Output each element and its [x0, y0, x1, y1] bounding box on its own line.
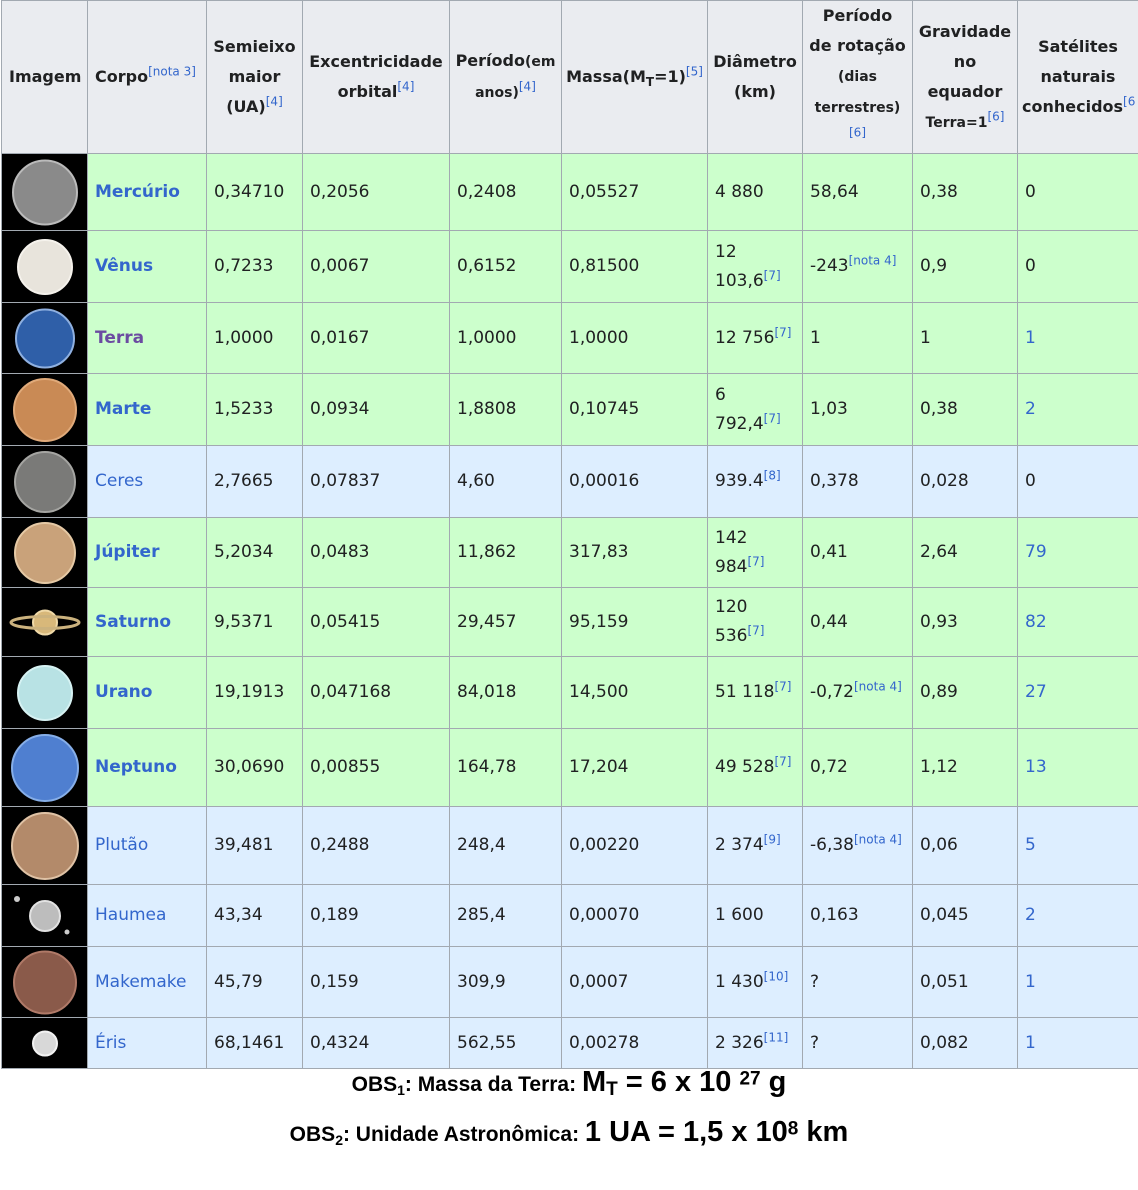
period-cell: 285,4: [450, 885, 562, 947]
planet-image[interactable]: [2, 657, 88, 729]
ref-link[interactable]: [4]: [518, 79, 536, 94]
ref-link[interactable]: [7]: [747, 623, 765, 638]
planet-image[interactable]: [2, 947, 88, 1018]
body-link[interactable]: Mercúrio: [95, 181, 180, 202]
header-semi-major: Semieixo maior (UA)[4]: [207, 1, 303, 154]
eccentricity-cell: 0,4324: [303, 1018, 450, 1069]
planet-image[interactable]: [2, 374, 88, 446]
planet-image[interactable]: [2, 729, 88, 807]
rotation-cell: 0,44: [803, 588, 913, 657]
diameter-cell: 12 103,6[7]: [708, 231, 803, 303]
satellites-cell: [1018, 303, 1138, 374]
diameter-cell: 49 528[7]: [708, 729, 803, 807]
makemake-icon: [3, 949, 87, 1016]
body-name-cell: [88, 885, 207, 947]
satellites-cell: [1018, 446, 1138, 518]
semi-major-cell: 0,7233: [207, 231, 303, 303]
ref-link[interactable]: [4]: [397, 79, 415, 94]
table-row: [2, 807, 1138, 885]
diameter-cell: 939.4[8]: [708, 446, 803, 518]
body-link[interactable]: Terra: [95, 327, 145, 348]
mass-cell: 0,00070: [562, 885, 708, 947]
ref-link[interactable]: [7]: [763, 410, 781, 425]
diameter-cell: 142 984[7]: [708, 518, 803, 588]
ref-link[interactable]: [7]: [747, 553, 765, 568]
rotation-cell: 0,163: [803, 885, 913, 947]
eccentricity-cell: 0,2056: [303, 154, 450, 231]
satellites-count[interactable]: 1: [1025, 327, 1036, 348]
period-cell: 562,55: [450, 1018, 562, 1069]
body-name-cell: [88, 729, 207, 807]
neptune-icon: [3, 731, 87, 805]
diameter-cell: 2 374[9]: [708, 807, 803, 885]
rotation-cell: ?: [803, 947, 913, 1018]
semi-major-cell: 1,5233: [207, 374, 303, 446]
mass-cell: 0,81500: [562, 231, 708, 303]
satellites-count[interactable]: 2: [1025, 905, 1036, 925]
satellites-cell: [1018, 374, 1138, 446]
gravity-cell: 1,12: [913, 729, 1018, 807]
mass-cell: 317,83: [562, 518, 708, 588]
uranus-icon: [3, 659, 87, 727]
mass-cell: 0,00278: [562, 1018, 708, 1069]
mass-cell: 0,00220: [562, 807, 708, 885]
ref-link[interactable]: [nota 4]: [854, 679, 902, 694]
header-diameter: Diâmetro (km): [708, 1, 803, 154]
mass-cell: 0,0007: [562, 947, 708, 1018]
ref-link[interactable]: [5]: [685, 64, 703, 79]
ref-link[interactable]: [7]: [774, 754, 792, 769]
semi-major-cell: 9,5371: [207, 588, 303, 657]
diameter-cell: 1 430[10]: [708, 947, 803, 1018]
ref-link[interactable]: [8]: [763, 468, 781, 483]
body-link[interactable]: Urano: [95, 682, 153, 702]
planet-image[interactable]: [2, 885, 88, 947]
body-name-cell: [88, 807, 207, 885]
rotation-cell: 58,64: [803, 154, 913, 231]
satellites-cell: [1018, 588, 1138, 657]
ref-link[interactable]: [7]: [763, 267, 781, 282]
eccentricity-cell: 0,0934: [303, 374, 450, 446]
body-link[interactable]: Neptuno: [95, 757, 177, 777]
period-cell: 29,457: [450, 588, 562, 657]
planet-image[interactable]: [2, 588, 88, 657]
venus-icon: [3, 233, 87, 301]
satellites-cell: [1018, 1018, 1138, 1069]
body-name-cell: [88, 518, 207, 588]
pluto-icon: [3, 809, 87, 883]
period-cell: 248,4: [450, 807, 562, 885]
eccentricity-cell: 0,00855: [303, 729, 450, 807]
rotation-cell: -6,38[nota 4]: [803, 807, 913, 885]
table-row: [2, 947, 1138, 1018]
body-name-cell: [88, 588, 207, 657]
body-link[interactable]: Plutão: [95, 835, 149, 855]
ref-link[interactable]: [6: [1123, 94, 1136, 109]
eccentricity-cell: 0,047168: [303, 657, 450, 729]
diameter-cell: 120 536[7]: [708, 588, 803, 657]
satellites-cell: [1018, 807, 1138, 885]
ref-link[interactable]: [4]: [265, 94, 283, 109]
saturn-icon: [3, 590, 87, 655]
satellites-count[interactable]: 82: [1025, 611, 1047, 632]
mass-cell: 95,159: [562, 588, 708, 657]
ref-link[interactable]: [10]: [763, 968, 789, 983]
header-body: Corpo[nota 3]: [88, 1, 207, 154]
table-row: [2, 657, 1138, 729]
gravity-cell: 0,082: [913, 1018, 1018, 1069]
gravity-cell: 0,051: [913, 947, 1018, 1018]
ref-link[interactable]: [6]: [987, 109, 1005, 124]
semi-major-cell: 5,2034: [207, 518, 303, 588]
planet-image[interactable]: [2, 154, 88, 231]
satellites-count[interactable]: 13: [1025, 757, 1047, 777]
gravity-cell: 0,38: [913, 374, 1018, 446]
body-link[interactable]: Éris: [95, 1032, 127, 1053]
ref-link[interactable]: [9]: [763, 832, 781, 847]
semi-major-cell: 68,1461: [207, 1018, 303, 1069]
header-mass: $Massa(M_T=1)[5]$: [562, 1, 708, 154]
header-image: Imagem: [2, 1, 88, 154]
body-name-cell: [88, 231, 207, 303]
planet-image[interactable]: [2, 303, 88, 374]
period-cell: 1,0000: [450, 303, 562, 374]
period-cell: 4,60: [450, 446, 562, 518]
ref-link[interactable]: [7]: [774, 679, 792, 694]
gravity-cell: 0,028: [913, 446, 1018, 518]
diameter-cell: 51 118[7]: [708, 657, 803, 729]
satellites-count: 0: [1025, 181, 1036, 202]
gravity-cell: 2,64: [913, 518, 1018, 588]
satellites-count[interactable]: 79: [1025, 542, 1047, 562]
rotation-cell: 0,72: [803, 729, 913, 807]
planet-image[interactable]: [2, 231, 88, 303]
eccentricity-cell: 0,05415: [303, 588, 450, 657]
satellites-count[interactable]: 1: [1025, 971, 1036, 992]
body-link[interactable]: Haumea: [95, 905, 167, 925]
ref-link[interactable]: [nota 4]: [854, 832, 902, 847]
rotation-cell: ?: [803, 1018, 913, 1069]
table-row: [2, 885, 1138, 947]
header-rotation: Período de rotação (dias terrestres)[6]: [803, 1, 913, 154]
eccentricity-cell: 0,189: [303, 885, 450, 947]
body-name-cell: [88, 374, 207, 446]
header-satellites: Satélites naturais conhecidos$^{[6}$: [1018, 1, 1138, 154]
satellites-cell: [1018, 518, 1138, 588]
satellites-cell: [1018, 231, 1138, 303]
satellites-count[interactable]: 27: [1025, 682, 1047, 702]
body-link[interactable]: Vênus: [95, 256, 154, 276]
body-link[interactable]: Marte: [95, 399, 152, 419]
header-gravity: Gravidade no equador Terra=1[6]: [913, 1, 1018, 154]
mercury-icon: [3, 156, 87, 229]
gravity-cell: 1: [913, 303, 1018, 374]
planet-image[interactable]: [2, 518, 88, 588]
body-link[interactable]: Júpiter: [95, 542, 160, 562]
period-cell: 309,9: [450, 947, 562, 1018]
ref-link[interactable]: [11]: [763, 1029, 789, 1044]
eccentricity-cell: 0,0167: [303, 303, 450, 374]
mass-cell: 0,05527: [562, 154, 708, 231]
table-row: [2, 729, 1138, 807]
mass-cell: 0,10745: [562, 374, 708, 446]
body-name-cell: [88, 303, 207, 374]
table-row: [2, 303, 1138, 374]
satellites-cell: [1018, 729, 1138, 807]
rotation-cell: -243[nota 4]: [803, 231, 913, 303]
header-eccentricity: Excentricidade orbital[4]: [303, 1, 450, 154]
body-link[interactable]: Saturno: [95, 611, 172, 632]
mars-icon: [3, 376, 87, 444]
jupiter-icon: [3, 520, 87, 586]
mass-cell: 1,0000: [562, 303, 708, 374]
table-row: [2, 446, 1138, 518]
semi-major-cell: 2,7665: [207, 446, 303, 518]
semi-major-cell: 19,1913: [207, 657, 303, 729]
ref-link[interactable]: [6]: [849, 125, 866, 140]
satellites-count: 0: [1025, 256, 1036, 276]
gravity-cell: 0,89: [913, 657, 1018, 729]
body-name-cell: [88, 446, 207, 518]
body-name-cell: [88, 154, 207, 231]
gravity-cell: 0,93: [913, 588, 1018, 657]
planets-table: [1, 0, 1138, 1069]
period-cell: 1,8808: [450, 374, 562, 446]
gravity-cell: 0,38: [913, 154, 1018, 231]
eccentricity-cell: 0,2488: [303, 807, 450, 885]
header-row: [2, 1, 1138, 154]
satellites-count: 0: [1025, 471, 1036, 491]
gravity-cell: 0,06: [913, 807, 1018, 885]
satellites-count[interactable]: 1: [1025, 1032, 1036, 1053]
diameter-cell: 12 756[7]: [708, 303, 803, 374]
mass-cell: 14,500: [562, 657, 708, 729]
table-row: [2, 231, 1138, 303]
satellites-cell: [1018, 657, 1138, 729]
diameter-cell: 6 792,4[7]: [708, 374, 803, 446]
satellites-cell: [1018, 154, 1138, 231]
table-row: [2, 374, 1138, 446]
semi-major-cell: 43,34: [207, 885, 303, 947]
earth-icon: [3, 305, 87, 372]
semi-major-cell: 45,79: [207, 947, 303, 1018]
obs2-note: $OBS_2$: Unidade Astronômica: 1 UA = 1,5 x $10^8$ km: [289, 1116, 849, 1149]
rotation-cell: 1,03: [803, 374, 913, 446]
obs1-note: $OBS_1$: Massa da Terra: $M_T = 6$ x 10 $^{27}$ g: [351, 1066, 787, 1101]
table-row: [2, 518, 1138, 588]
planet-image[interactable]: [2, 807, 88, 885]
header-period: Período(em anos)[4]: [450, 1, 562, 154]
satellites-cell: [1018, 885, 1138, 947]
satellites-count[interactable]: 5: [1025, 835, 1036, 855]
rotation-cell: -0,72[nota 4]: [803, 657, 913, 729]
rotation-cell: 0,41: [803, 518, 913, 588]
eris-icon: [3, 1020, 87, 1067]
table-row: [2, 154, 1138, 231]
eccentricity-cell: 0,0483: [303, 518, 450, 588]
satellites-count[interactable]: 2: [1025, 399, 1036, 419]
body-name-cell: [88, 657, 207, 729]
gravity-cell: 0,9: [913, 231, 1018, 303]
mass-cell: 17,204: [562, 729, 708, 807]
period-cell: 0,2408: [450, 154, 562, 231]
period-cell: 164,78: [450, 729, 562, 807]
satellites-cell: [1018, 947, 1138, 1018]
ceres-icon: [3, 448, 87, 516]
mass-cell: 0,00016: [562, 446, 708, 518]
period-cell: 0,6152: [450, 231, 562, 303]
body-link[interactable]: Makemake: [95, 971, 187, 992]
planet-image[interactable]: [2, 446, 88, 518]
diameter-cell: 4 880: [708, 154, 803, 231]
ref-link[interactable]: [7]: [774, 324, 792, 339]
semi-major-cell: 1,0000: [207, 303, 303, 374]
body-name-cell: [88, 1018, 207, 1069]
ref-link[interactable]: [nota 3]: [148, 64, 196, 79]
rotation-cell: 0,378: [803, 446, 913, 518]
diameter-cell: 1 600: [708, 885, 803, 947]
body-link[interactable]: Ceres: [95, 471, 144, 491]
semi-major-cell: 0,34710: [207, 154, 303, 231]
gravity-cell: 0,045: [913, 885, 1018, 947]
table-row: [2, 1018, 1138, 1069]
table-row: [2, 588, 1138, 657]
eccentricity-cell: 0,159: [303, 947, 450, 1018]
body-name-cell: [88, 947, 207, 1018]
ref-link[interactable]: [nota 4]: [848, 253, 897, 268]
semi-major-cell: 39,481: [207, 807, 303, 885]
rotation-cell: 1: [803, 303, 913, 374]
diameter-cell: 2 326[11]: [708, 1018, 803, 1069]
eccentricity-cell: 0,0067: [303, 231, 450, 303]
planet-image[interactable]: [2, 1018, 88, 1069]
period-cell: 84,018: [450, 657, 562, 729]
haumea-icon: [3, 887, 87, 945]
period-cell: 11,862: [450, 518, 562, 588]
semi-major-cell: 30,0690: [207, 729, 303, 807]
eccentricity-cell: 0,07837: [303, 446, 450, 518]
